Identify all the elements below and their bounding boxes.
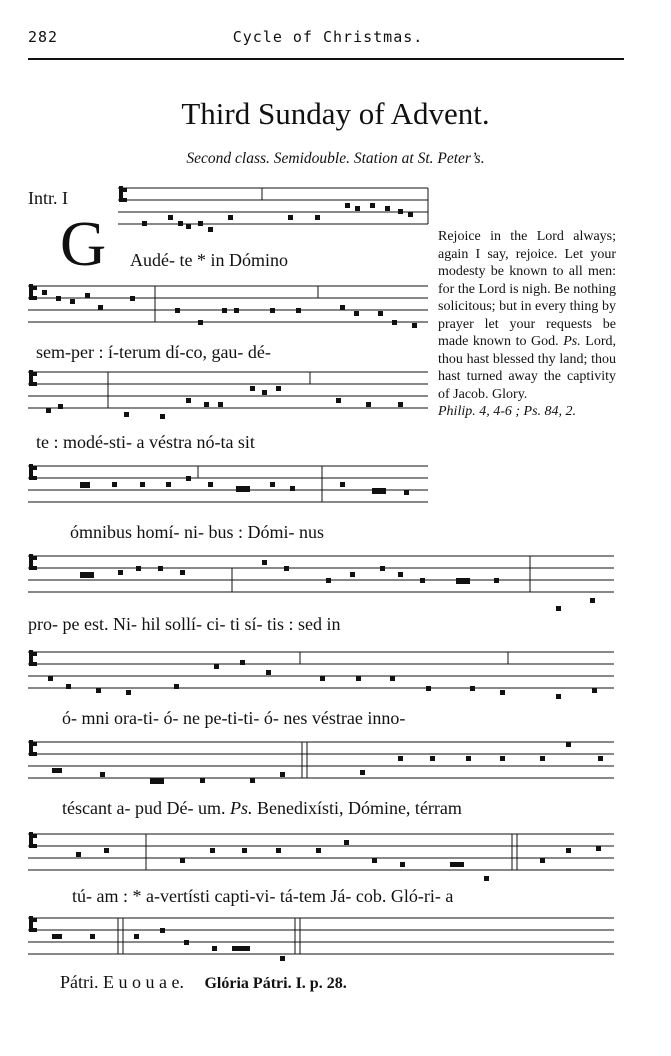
page-title: Third Sunday of Advent. bbox=[181, 96, 490, 131]
translation-text: Rejoice in the Lord always; again I say, rejoice. Let your modesty be known to all men: for the Lord is nigh. Be nothing solicitous; but in every thing by prayer let your requests be made known to God. bbox=[438, 229, 616, 349]
lyric-line-1: Audé- te * in Dómino bbox=[130, 250, 288, 270]
staff-2 bbox=[28, 286, 428, 322]
lyric-line-7-a: téscant a- pud Dé- um. bbox=[62, 798, 226, 818]
lyric-line-7-b: Benedixísti, Dómine, térram bbox=[256, 798, 462, 818]
lyric-line-7 bbox=[62, 798, 462, 819]
staff-1 bbox=[118, 188, 428, 224]
lyric-line-9 bbox=[60, 972, 347, 993]
staff-6 bbox=[28, 652, 614, 688]
subtitle: Second class. Semidouble. Station at St. Peter’s. bbox=[186, 150, 485, 167]
lyric-line-7-ps: Ps. bbox=[229, 798, 253, 818]
lyric-line-9-a: Pátri. E u o u a e. bbox=[60, 972, 184, 992]
translation-reference: Philip. 4, 4-6 ; Ps. 84, 2. bbox=[438, 404, 577, 419]
staff-9 bbox=[28, 918, 614, 954]
lyric-line-2: sem-per : í-terum dí-co, gau- dé- bbox=[36, 342, 271, 362]
drop-cap: G bbox=[60, 208, 107, 279]
staff-7 bbox=[28, 742, 614, 778]
translation-ps-text: Lord, thou hast blessed thy land; thou hast turned away the captivity of Jacob. Glory. bbox=[438, 334, 617, 402]
staff-5 bbox=[28, 556, 614, 592]
translation-ps-label: Ps. bbox=[563, 334, 581, 349]
running-title: Cycle of Christmas. bbox=[232, 28, 424, 46]
translation-column bbox=[438, 228, 616, 421]
lyric-line-6: ó- mni ora-ti- ó- ne pe-ti-ti- ó- nes véstrae inno- bbox=[62, 708, 406, 728]
page-number: 282 bbox=[28, 28, 59, 46]
gloria-reference: Glória Pátri. I. p. 28. bbox=[204, 975, 347, 992]
lyric-line-5: pro- pe est. Ni- hil sollí- ci- ti sí- tis : sed in bbox=[28, 614, 341, 634]
lyric-line-8: tú- am : * a-vertísti capti-vi- tá-tem Já- cob. Gló-ri- a bbox=[72, 886, 454, 906]
lyric-line-3: te : modé-sti- a véstra nó-ta sit bbox=[36, 432, 255, 452]
chant-label: Intr. I bbox=[28, 188, 68, 208]
lyric-line-4: ómnibus homí- ni- bus : Dómi- nus bbox=[70, 522, 325, 542]
